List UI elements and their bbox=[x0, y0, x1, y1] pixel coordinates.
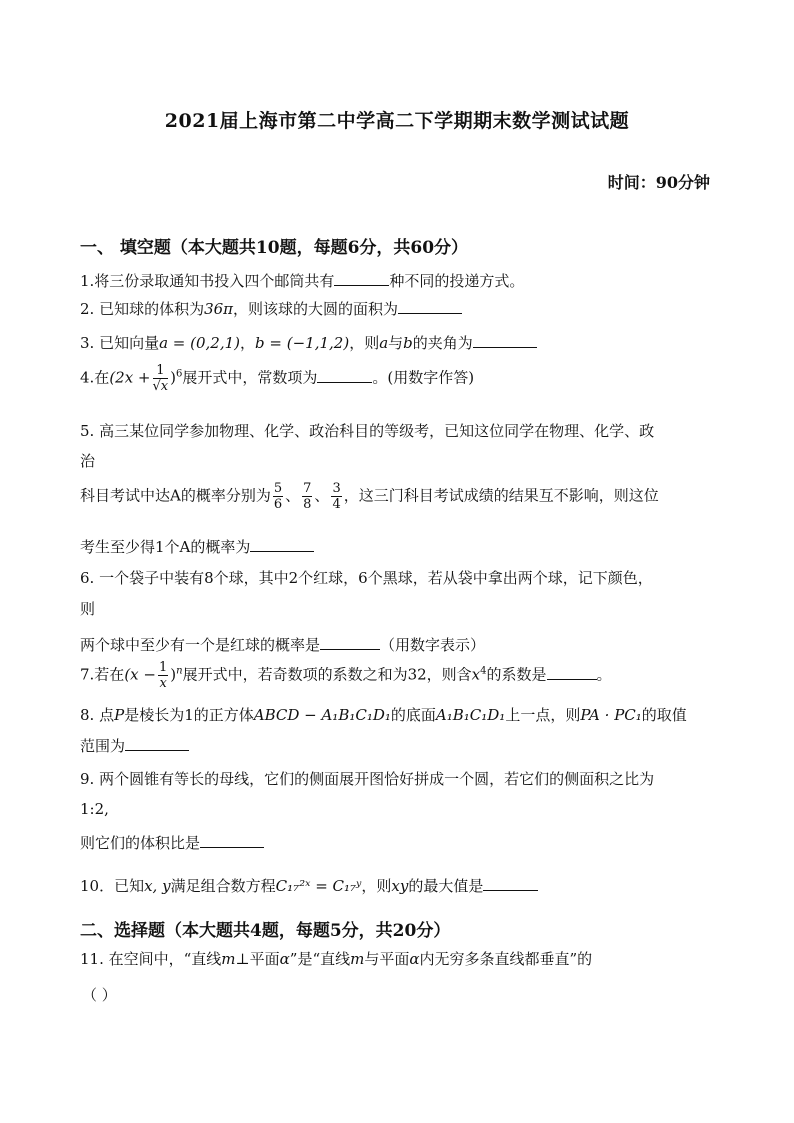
question-5-line-3: 科目考试中达A的概率分别为 $\frac{5}{6}$ 、 $\frac{7}{8}$ 、 $\frac{3}{4}$ ，这三门科目考试成绩的结果互不影响，则这位 bbox=[80, 481, 659, 512]
answer-blank[interactable] bbox=[473, 333, 537, 348]
fraction: $\frac{7}{8}$ bbox=[303, 481, 312, 512]
question-11: 11. 在空间中，“直线m⊥平面α”是“直线m与平面α内无穷多条直线都垂直”的 bbox=[80, 950, 593, 968]
question-6-line-1: 6. 一个袋子中装有8个球，其中2个红球，6个黑球，若从袋中拿出两个球，记下颜色， bbox=[80, 569, 653, 587]
question-5-line-1: 5. 高三某位同学参加物理、化学、政治科目的等级考，已知这位同学在物理、化学、政 bbox=[80, 422, 655, 440]
question-2: 2. 已知球的体积为36π，则该球的大圆的面积为 bbox=[80, 298, 462, 319]
question-7: 7.若在(x − $\frac{1}{x}$ )$^n$展开式中，若奇数项的系数之和为32，则含$x^4$的系数是 。 bbox=[80, 660, 612, 691]
section-1-heading: 一、 填空题（本大题共10题，每题6分，共60分） bbox=[80, 238, 469, 258]
answer-blank[interactable] bbox=[125, 736, 189, 751]
fraction: $\frac{3}{4}$ bbox=[332, 481, 341, 512]
answer-blank[interactable] bbox=[334, 271, 389, 286]
answer-parentheses[interactable]: （ ） bbox=[82, 986, 117, 1004]
question-3: 3. 已知向量a = (0,2,1)，b = (−1,1,2)，则a与b的夹角为 bbox=[80, 332, 537, 353]
answer-blank[interactable] bbox=[547, 665, 597, 680]
answer-blank[interactable] bbox=[320, 635, 380, 650]
exam-time: 时间：90分钟 bbox=[607, 173, 710, 192]
answer-blank[interactable] bbox=[317, 368, 372, 383]
question-9-line-2: 1:2, bbox=[80, 800, 109, 818]
question-9-line-3: 则它们的体积比是 bbox=[80, 832, 264, 853]
question-8-line-1: 8. 点P是棱长为1的正方体ABCD − A₁B₁C₁D₁的底面A₁B₁C₁D₁上一点，则PA · PC₁的取值 bbox=[80, 706, 687, 724]
question-9-line-1: 9. 两个圆锥有等长的母线，它们的侧面展开图恰好拼成一个圆，若它们的侧面积之比为 bbox=[80, 770, 655, 788]
question-1: 1.将三份录取通知书投入四个邮筒共有 种不同的投递方式。 bbox=[80, 272, 525, 290]
answer-blank[interactable] bbox=[200, 833, 264, 848]
section-2-heading: 二、选择题（本大题共4题，每题5分，共20分） bbox=[80, 921, 451, 941]
question-4: 4.在(2x + $\frac{1}{√x}$ )$^6$展开式中，常数项为 。(用数字作答) bbox=[80, 363, 475, 394]
fraction: $\frac{1}{x}$ bbox=[158, 660, 168, 691]
question-10: 10．已知x, y满足组合数方程C₁₇²ˣ = C₁₇ʸ，则xy的最大值是 bbox=[80, 875, 538, 896]
answer-blank[interactable] bbox=[483, 876, 538, 891]
question-8-line-2: 范围为 bbox=[80, 735, 189, 756]
page-title: 2021届上海市第二中学高二下学期期末数学测试试题 bbox=[164, 110, 630, 132]
fraction: $\frac{5}{6}$ bbox=[273, 481, 283, 512]
answer-blank[interactable] bbox=[398, 299, 462, 314]
fraction: $\frac{1}{√x}$ bbox=[152, 363, 169, 394]
question-5-line-4: 考生至少得1个A的概率为 bbox=[80, 536, 314, 557]
answer-blank[interactable] bbox=[250, 537, 314, 552]
question-6-line-2: 则 bbox=[80, 600, 96, 618]
question-6-line-3: 两个球中至少有一个是红球的概率是 （用数字表示） bbox=[80, 636, 486, 654]
question-5-line-2: 治 bbox=[80, 452, 96, 470]
